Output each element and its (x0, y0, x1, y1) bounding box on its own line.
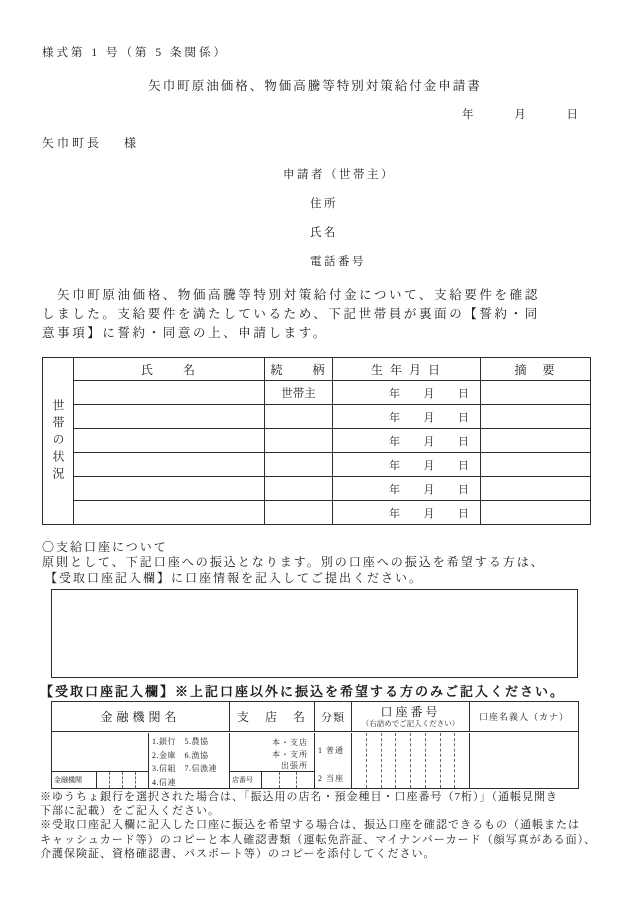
account-section-line: 原則として、下記口座への振込となります。別の口座への振込を希望する方は、 (42, 555, 545, 570)
household-row (43, 381, 591, 405)
birthdate-part-label: 日 (458, 459, 470, 472)
household-row (43, 405, 591, 429)
branch-options-line: 本・支所 (272, 749, 308, 759)
remark-cell (481, 501, 591, 525)
account-entry-header: 【受取口座記入欄】※上記口座以外に振込を希望する方のみご記入ください。 (40, 684, 566, 699)
branch-options-line: 本・支店 (272, 738, 308, 747)
account-number-note: （右詰めでご記入ください） (361, 718, 460, 728)
bank-table-header (52, 702, 578, 732)
institution-cell (52, 733, 230, 788)
account-digit-cell (425, 733, 440, 788)
footnotes (40, 790, 597, 861)
account-digit-cell (352, 733, 366, 788)
account-digit-cell (366, 733, 381, 788)
declaration-paragraph-line: 矢巾町原油価格、物価高騰等特別対策給付金について、支給要件を確認 (42, 288, 540, 302)
institution-code-list-line: 2.金庫 6.漁協 (152, 750, 209, 760)
col-header-remark: 摘 要 (481, 358, 591, 381)
document-title: 矢巾町原油価格、物価高騰等特別対策給付金申請書 (148, 79, 482, 93)
household-table (42, 357, 591, 525)
household-rows (43, 358, 591, 525)
member-name-cell (74, 429, 265, 453)
account-section-heading: 〇支給口座について (42, 540, 168, 554)
declaration-paragraph-line: しました。支給要件を満たしているため、下記世帯員が裏面の【誓約・同 (42, 307, 540, 321)
account-section (42, 540, 545, 586)
member-name-cell (74, 477, 265, 501)
birthdate-cell (333, 405, 481, 429)
col-header-birthdate: 生 年 月 日 (333, 358, 481, 381)
account-digit-cell (395, 733, 410, 788)
date-year-label: 年 (462, 109, 474, 121)
institution-code-list-line: 1.銀行 5.農協 (152, 737, 209, 746)
col-header-branch: 支 店 名 (230, 702, 315, 731)
birthdate-part-label: 日 (458, 435, 470, 448)
branch-options-line: 出張所 (281, 761, 308, 770)
account-number-cell (352, 733, 470, 788)
footnotes-line: 下部に記載）をご記入ください。 (40, 805, 220, 818)
birthdate-part-label: 月 (423, 411, 436, 424)
birthdate-part-label: 日 (458, 507, 470, 520)
birthdate-part-label: 年 (389, 507, 401, 520)
col-header-account-number (352, 702, 470, 731)
member-name-cell (74, 453, 265, 477)
remark-cell (481, 405, 591, 429)
branch-code-row (230, 771, 314, 788)
account-digit-cell (454, 733, 469, 788)
form-number: 様式第 1 号（第 5 条関係） (42, 47, 228, 59)
institution-digit-cells (97, 772, 148, 788)
holder-cell (470, 733, 578, 788)
institution-code-list-line: 4.信連 (152, 777, 176, 787)
relationship-cell (265, 477, 333, 501)
category-cell (315, 733, 352, 788)
footnotes-line: ※ゆうちょ銀行を選択された場合は、「振込用の店名・預金種目・口座番号（7桁）」（通帳見開き (40, 791, 558, 803)
remark-cell (481, 477, 591, 501)
name-label: 氏名 (310, 227, 338, 239)
declaration-paragraph-line: 意事項】に誓約・同意の上、申請します。 (42, 326, 328, 340)
institution-code-list (148, 733, 229, 788)
birthdate-part-label: 月 (423, 507, 436, 520)
birthdate-part-label: 年 (389, 435, 401, 448)
institution-digit-cell (122, 772, 135, 788)
member-name-cell (74, 501, 265, 525)
birthdate-part-label: 年 (389, 387, 401, 400)
col-header-holder: 口座名義人（カナ） (478, 712, 569, 722)
addressee-name: 矢巾町長 (42, 136, 103, 150)
category-option-current: 2 当座 (318, 774, 344, 783)
col-header-category: 分類 (315, 702, 352, 731)
household-side-label: 世帯の状況 (51, 398, 65, 484)
birthdate-part-label: 日 (458, 483, 470, 496)
account-section-line: 【受取口座記入欄】に口座情報を記入してご提出ください。 (45, 570, 424, 585)
birthdate-cell (333, 429, 481, 453)
birthdate-part-label: 年 (389, 459, 401, 472)
honorific: 様 (124, 136, 140, 150)
remark-cell (481, 381, 591, 405)
relationship-cell (265, 405, 333, 429)
branch-digit-cell (262, 772, 279, 788)
birthdate-part-label: 日 (458, 387, 470, 400)
date-line (462, 106, 578, 122)
account-digit-cell (440, 733, 455, 788)
household-row (43, 453, 591, 477)
birthdate-cell (333, 477, 481, 501)
birthdate-part-label: 月 (423, 483, 436, 496)
remark-cell (481, 453, 591, 477)
col-header-institution: 金融機関名 (52, 702, 230, 731)
addressee-line (42, 134, 139, 151)
household-row (43, 429, 591, 453)
phone-label: 電話番号 (310, 256, 366, 268)
category-option-ordinary: 1 普通 (318, 746, 344, 755)
bank-account-table (51, 701, 579, 789)
birthdate-part-label: 月 (423, 459, 436, 472)
birthdate-part-label: 日 (458, 411, 470, 424)
payout-account-box (51, 589, 578, 678)
household-header-row (43, 358, 591, 381)
household-side-cell (43, 358, 74, 525)
branch-digit-cell (279, 772, 297, 788)
branch-code-label: 店番号 (230, 772, 262, 788)
birthdate-part-label: 月 (423, 387, 436, 400)
branch-options (272, 737, 308, 772)
footnotes-line: キャッシュカード等）のコピーと本人確認書類（運転免許証、マイナンバーカード（顔写真がある面）、 (40, 833, 597, 846)
branch-digit-cell (296, 772, 314, 788)
birthdate-cell (333, 381, 481, 405)
birthdate-part-label: 月 (423, 435, 436, 448)
footnotes-line: ※受取口座記入欄に記入した口座に振込を希望する場合は、振込口座を確認できるもの（通帳または (40, 819, 580, 832)
col-header-relationship: 続 柄 (265, 358, 333, 381)
account-number-label: 口座番号 (380, 704, 441, 719)
institution-digit-cell (97, 772, 109, 788)
date-month-label: 月 (514, 109, 526, 121)
household-row (43, 477, 591, 501)
relationship-cell (265, 453, 333, 477)
institution-code-list-line: 3.信組 7.信漁連 (152, 764, 217, 773)
date-day-label: 日 (566, 109, 578, 121)
account-digit-cell (410, 733, 425, 788)
member-name-cell (74, 381, 265, 405)
birthdate-part-label: 年 (389, 411, 401, 424)
birthdate-cell (333, 453, 481, 477)
remark-cell (481, 429, 591, 453)
bank-table-body (52, 733, 578, 788)
institution-digit-cell (135, 772, 148, 788)
account-digit-cell (381, 733, 396, 788)
relationship-cell (265, 501, 333, 525)
branch-cell (230, 733, 315, 788)
birthdate-part-label: 年 (389, 483, 401, 496)
branch-digit-cells (262, 772, 314, 788)
institution-code-label: 金融機関 (52, 772, 97, 788)
col-header-name: 氏 名 (74, 358, 265, 381)
institution-code-row (52, 771, 148, 788)
household-row (43, 501, 591, 525)
birthdate-cell (333, 501, 481, 525)
footnotes-line: 介護保険証、資格確認書、パスポート等）のコピーを添付してください。 (40, 847, 436, 860)
relationship-cell: 世帯主 (265, 381, 333, 405)
applicant-heading: 申請者（世帯主） (283, 169, 395, 181)
relationship-cell (265, 429, 333, 453)
declaration-paragraph (42, 286, 594, 343)
address-label: 住所 (310, 198, 338, 210)
member-name-cell (74, 405, 265, 429)
institution-digit-cell (109, 772, 122, 788)
